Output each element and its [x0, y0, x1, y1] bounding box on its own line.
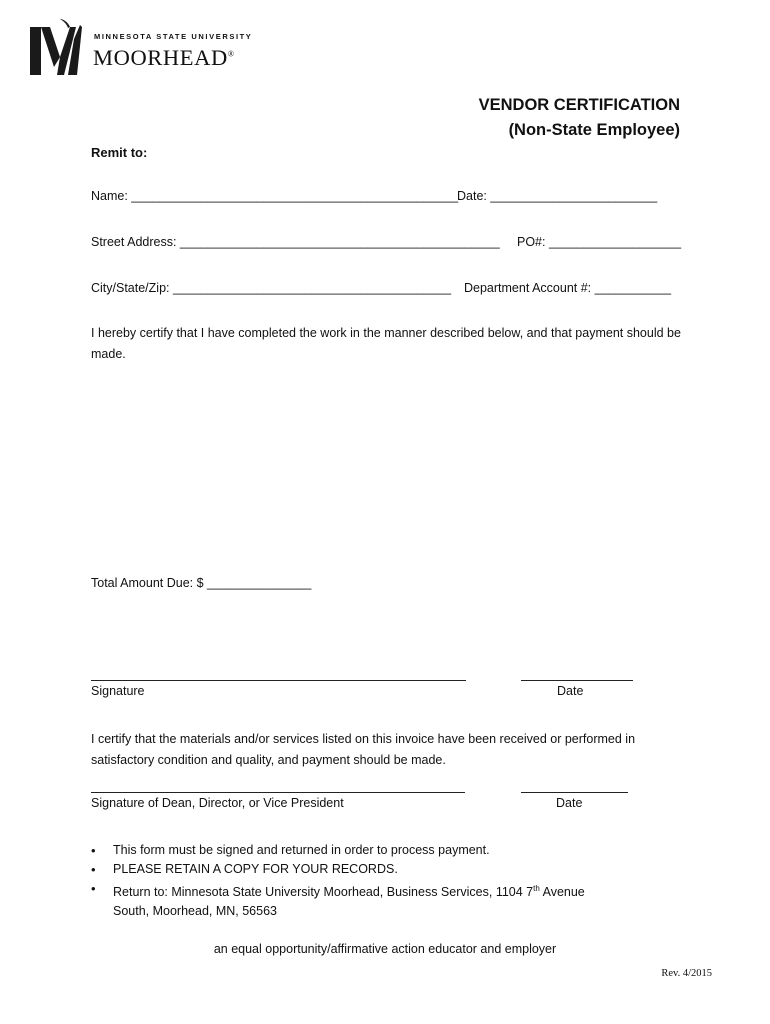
- instructions-list: [91, 841, 585, 921]
- list-item: • Return to: Minnesota State University Moorhead, Business Services, 1104 7th Avenue South, Moorhead, MN, 56563: [91, 879, 585, 921]
- logo-university-line: MINNESOTA STATE UNIVERSITY: [94, 32, 253, 41]
- certify-statement: I hereby certify that I have completed the work in the manner described below, and that payment should be made.: [91, 326, 681, 361]
- page-subtitle: (Non-State Employee): [508, 121, 680, 139]
- signature-label: Signature: [91, 684, 145, 698]
- street-address-field[interactable]: Street Address: ______________________________________________: [91, 235, 500, 249]
- approval-statement: I certify that the materials and/or services listed on this invoice have been received or performed in satisfactory condition and quality, and payment should be made.: [91, 732, 636, 767]
- approver-date-label: Date: [556, 796, 583, 810]
- name-field[interactable]: Name: _______________________________________________: [91, 189, 459, 203]
- city-state-zip-field[interactable]: City/State/Zip: ________________________________________: [91, 281, 452, 295]
- list-item: • This form must be signed and returned in order to process payment.: [91, 841, 585, 860]
- signature-date-label: Date: [557, 684, 584, 698]
- total-amount-due-field[interactable]: Total Amount Due: $ _______________: [91, 576, 312, 590]
- approver-signature-line[interactable]: [91, 792, 465, 793]
- date-field[interactable]: Date: ________________________: [457, 189, 658, 203]
- approver-date-line[interactable]: [521, 792, 628, 793]
- remit-to-label: Remit to:: [91, 145, 148, 160]
- footer-statement: an equal opportunity/affirmative action educator and employer: [213, 942, 557, 956]
- logo-name: MOORHEAD®: [93, 45, 235, 70]
- page-title: VENDOR CERTIFICATION: [478, 96, 680, 114]
- signature-date-line[interactable]: [521, 680, 633, 681]
- revision-label: Rev. 4/2015: [661, 968, 712, 979]
- msum-logo-mark-icon: [30, 19, 82, 77]
- list-item: • PLEASE RETAIN A COPY FOR YOUR RECORDS.: [91, 860, 585, 879]
- approver-signature-label: Signature of Dean, Director, or Vice President: [91, 796, 344, 810]
- po-number-field[interactable]: PO#: ___________________: [517, 235, 682, 249]
- department-account-field[interactable]: Department Account #: ___________: [464, 281, 672, 295]
- signature-line[interactable]: [91, 680, 466, 681]
